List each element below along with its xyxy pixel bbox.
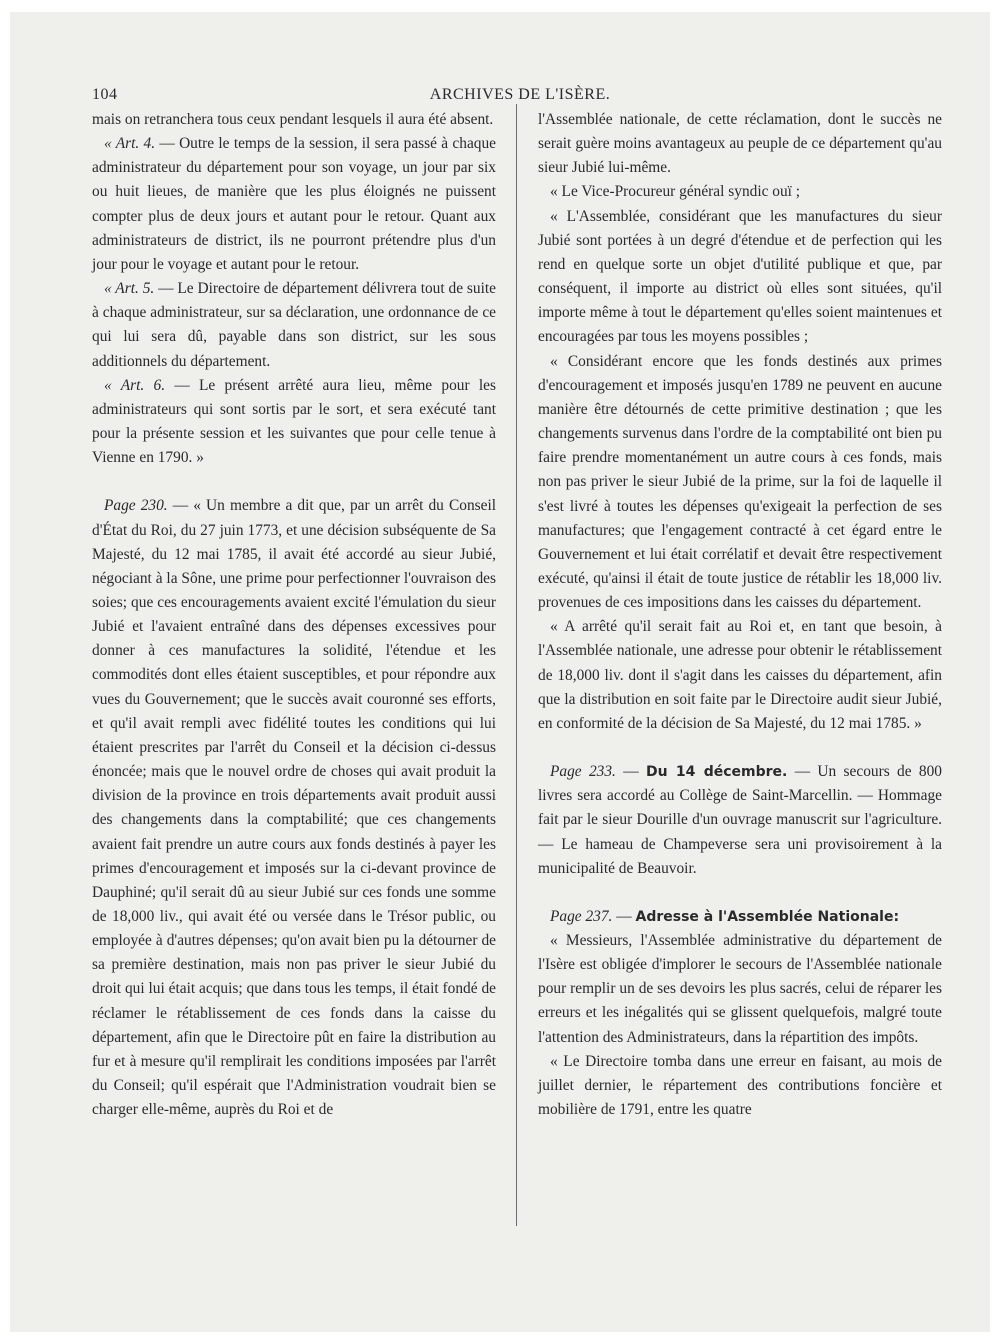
paragraph: « Messieurs, l'Assemblée administrative du département de l'Isère est obligée d'implorer le secours de l'Assemblée nationale pour remplir un de ses devoirs les plus sacrés, celui de réparer les erreurs et les inégalités qui se glissent quelquefois, malgré toute l'attention des Administrateurs, dans la répartition des impôts. (538, 932, 942, 1046)
section-heading: Adresse à l'Assemblée Nationale: (635, 908, 900, 925)
page-number: 104 (92, 86, 118, 103)
paragraph-text: — Un secours de 800 livres sera accordé au Collège de Saint-Marcellin. — Hommage fait par le sieur Dourille d'un ouvrage manuscrit sur l'agriculture. — Le hameau de Champeverse sera uni provisoirement à la municipalité de Beauvoir. (538, 763, 942, 877)
page-reference: Page 233. (550, 763, 616, 781)
article-text: — Outre le temps de la session, il sera passé à chaque administrateur du département pour son voyage, un jour par six ou huit lieues, de manière que les plus éloignés ne puissent compter plus de deux jours et autant pour le retour. Quant aux administrateurs de district, ils ne pourront prétendre plus d'un jour pour le voyage et autant pour le retour. (92, 135, 497, 273)
page-reference: Page 230. (104, 497, 168, 515)
page-reference: Page 237. (550, 907, 613, 925)
paragraph-article-6 (92, 374, 496, 471)
paragraph: « A arrêté qu'il serait fait au Roi et, en tant que besoin, à l'Assemblée nationale, une adresse pour obtenir le rétablissement de 18,000 liv. dont il s'agit dans les caisses du département, afin que la distribution en soit faite par le Directoire audit sieur Jubié, en conformité de la décision de Sa Majesté, du 12 mai 1785. » (538, 618, 942, 732)
left-column (92, 108, 496, 1228)
paragraph-page-233: Page 233. — Du 14 décembre. — Un secours de 800 livres sera accordé au Collège de Saint-Marcellin. — Hommage fait par le sieur Dourille d'un ouvrage manuscrit sur l'agriculture. — Le hameau de Champeverse sera uni provisoirement à la municipalité de Beauvoir. (538, 763, 942, 877)
paragraph-page-230 (92, 494, 496, 1122)
article-label: « Art. 6. (104, 376, 166, 394)
paragraph: « Le Directoire tomba dans une erreur en faisant, au mois de juillet dernier, le répartement des contributions foncière et mobilière de 1791, entre les quatre (538, 1052, 942, 1119)
running-title: ARCHIVES DE L'ISÈRE. (429, 86, 611, 103)
article-text: — Le présent arrêté aura lieu, même pour les administrateurs qui sont sortis par le sort, et sera exécuté tant pour la présente session et les suivantes que pour celle tenue à Vienne en 1790. » (92, 376, 496, 467)
right-column (538, 108, 942, 1228)
article-text: — Le Directoire de département délivrera tout de suite à chaque administrateur, sur sa déclaration, une ordonnance de ce qui lui sera dû, payable dans son district, sur les sous additionnels du département. (92, 280, 496, 370)
paragraph-article-5 (92, 277, 496, 374)
paragraph-page-237: Page 237. — Adresse à l'Assemblée Nationale: (550, 907, 900, 925)
paragraph: mais on retranchera tous ceux pendant lesquels il aura été absent. (92, 111, 494, 128)
paragraph: l'Assemblée nationale, de cette réclamation, dont le succès ne serait guère moins avantageux au peuple de ce département qu'au sieur Jubié lui-même. (538, 111, 942, 177)
section-heading: Du 14 décembre. (645, 764, 788, 781)
paragraph-text: — « Un membre a dit que, par un arrêt du Conseil d'État du Roi, du 27 juin 1773, et une décision subséquente de Sa Majesté, du 12 mai 1785, il avait été accordé au sieur Jubié, négociant à la Sône, une prime pour perfectionner l'ouvraison des soies; que ces encouragements avaient excité l'émulation du sieur Jubié et l'avaient entraîné dans des dépenses excessives pour donner à ces manufactures la solidité, l'étendue et les commodités dont elles étaient susceptibles, et pour répondre aux vues du Gouvernement; que le succès avait couronné ses efforts, et qu'il avait rempli avec fidélité toutes les conditions qui lui étaient prescrites par l'arrêt du Conseil et la décision ci-dessus énoncée; mais que le nouvel ordre de choses qui avait produit la division de la province en trois départements avait produit aussi des changements dans la comptabilité; que ces changements avaient fait prendre un autre cours aux fonds destinés à payer les primes d'encouragement et imposés sur la ci-devant province de Dauphiné; qu'il serait dû au sieur Jubié sur ces fonds une somme de 18,000 liv., qui avait été ou versée dans le Trésor public, ou employée à d'autres dépenses; qu'on avait bien pu la détourner de sa première destination, mais non pas priver le sieur Jubié du droit qui lui était acquis; que dans tous les temps, il était fondé de réclamer le rétablissement de ces fonds dans la caisse du département, afin que le Directoire pût en faire la distribution au fur et à mesure qu'il remplirait les conditions imposées par l'arrêt du Conseil; qu'il espérait que l'Administration voudrait bien se charger elle-même, auprès du Roi et de (92, 497, 497, 1119)
page-header (92, 86, 948, 106)
paragraph: « Le Vice-Procureur général syndic ouï ; (550, 183, 801, 201)
paragraph: « L'Assemblée, considérant que les manufactures du sieur Jubié sont portées à un degré d'étendue et de perfection qui les rend en quelque sorte un objet d'utilité publique et que, par conséquent, il importe au district où elles sont situées, qu'il importe même à tout le département qu'elles soient maintenues et encouragées par tous les moyens possibles ; (538, 207, 942, 346)
column-divider (516, 104, 517, 1226)
article-label: « Art. 4. (104, 135, 156, 153)
paragraph: « Considérant encore que les fonds destinés aux primes d'encouragement et imposés jusqu'en 1789 ne peuvent en aucune manière être détournés de cette primitive destination ; que les changements survenus dans l'ordre de la comptabilité ont bien pu faire prendre momentanément un autre cours à ces fonds, mais non pas priver le sieur Jubié de la prime, sur la foi de laquelle il s'est livré à toutes les dépenses qu'exigeait la perfection de ses manufactures; que l'engagement contracté à cet égard entre le Gouvernement et lui était corrélatif et devait être respectivement exécuté, qu'ainsi il était de toute justice de rétablir les 18,000 liv. provenues de ces impositions dans les caisses du département. (538, 352, 942, 612)
article-label: « Art. 5. (104, 280, 155, 298)
paragraph-article-4 (92, 132, 496, 277)
